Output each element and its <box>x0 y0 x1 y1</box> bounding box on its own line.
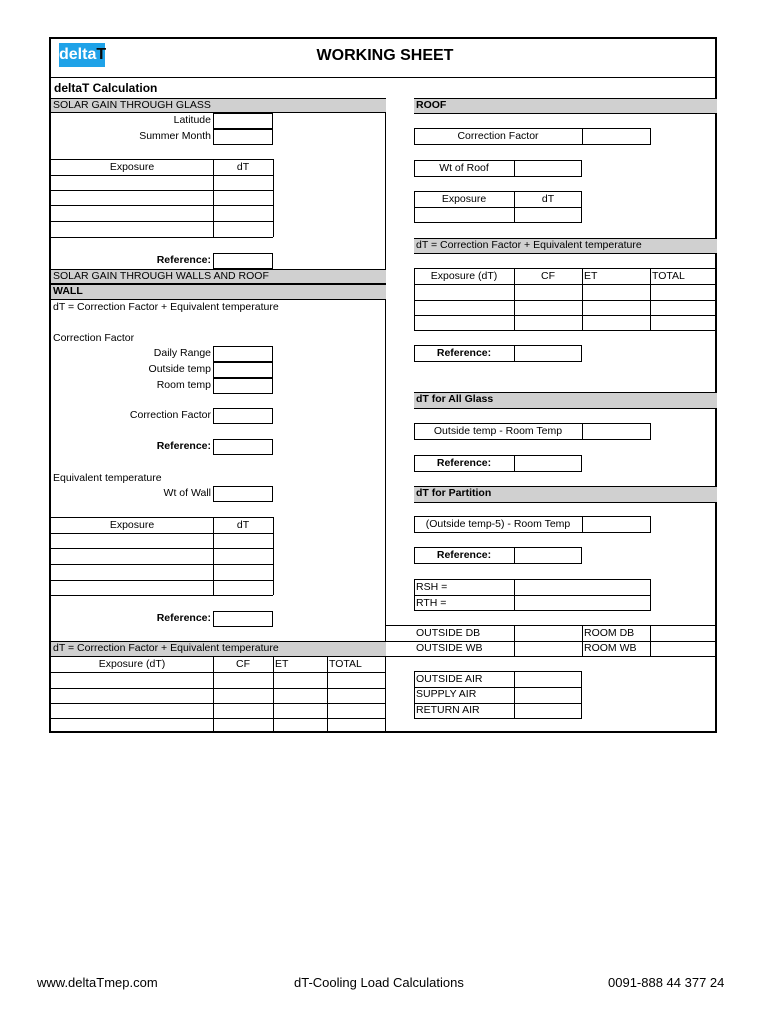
outside-temp-cell[interactable] <box>213 362 273 378</box>
rth-label: RTH = <box>416 597 447 609</box>
footer-title: dT-Cooling Load Calculations <box>294 975 464 990</box>
page-footer <box>0 975 768 991</box>
wall-formula: dT = Correction Factor + Equivalent temperature <box>53 301 279 313</box>
glass-reference-label: Reference: <box>156 254 211 266</box>
correction-factor-heading: Correction Factor <box>53 332 135 344</box>
daily-range-label: Daily Range <box>153 347 211 359</box>
partition-reference-label: Reference: <box>436 549 492 561</box>
roof-exposure-header: Exposure <box>441 193 487 205</box>
wall-total-header: TOTAL <box>329 658 362 670</box>
all-glass-header: dT for All Glass <box>414 392 717 409</box>
roof-correction-factor-label: Correction Factor <box>457 130 539 142</box>
wt-of-roof-label: Wt of Roof <box>439 162 489 174</box>
roof-et-header: ET <box>584 270 598 282</box>
roof-total-header: TOTAL <box>652 270 685 282</box>
partition-formula-label: (Outside temp-5) - Room Temp <box>425 518 571 530</box>
glass-exposure-header: Exposure <box>109 161 155 173</box>
daily-range-cell[interactable] <box>213 346 273 362</box>
wt-of-wall-label: Wt of Wall <box>163 487 211 499</box>
outside-db-label: OUTSIDE DB <box>416 627 481 639</box>
footer-phone: 0091-888 44 377 24 <box>608 975 725 990</box>
latitude-label: Latitude <box>173 114 211 126</box>
logo-letter: T <box>96 46 107 63</box>
partition-header: dT for Partition <box>414 486 717 503</box>
wall-cf-reference-cell[interactable] <box>213 439 273 455</box>
footer-website[interactable]: www.deltaTmep.com <box>37 975 158 990</box>
supply-air-label: SUPPLY AIR <box>416 688 477 700</box>
glass-reference-cell[interactable] <box>213 253 273 269</box>
all-glass-reference-label: Reference: <box>436 457 492 469</box>
room-db-label: ROOM DB <box>584 627 635 639</box>
roof-cf-header: CF <box>541 270 555 282</box>
roof-formula-header: dT = Correction Factor + Equivalent temperature <box>414 238 717 254</box>
working-sheet <box>49 37 717 733</box>
wall-exposure-dt-header: Exposure (dT) <box>98 658 166 670</box>
glass-outside-room-label: Outside temp - Room Temp <box>433 425 563 437</box>
equivalent-temp-heading: Equivalent temperature <box>53 472 162 484</box>
summer-month-label: Summer Month <box>139 130 211 142</box>
return-air-label: RETURN AIR <box>416 704 480 716</box>
solar-walls-roof-header: SOLAR GAIN THROUGH WALLS AND ROOF <box>51 269 386 284</box>
outside-wb-label: OUTSIDE WB <box>416 642 483 654</box>
correction-factor-cell[interactable] <box>213 408 273 424</box>
roof-header: ROOF <box>414 98 717 114</box>
rsh-label: RSH = <box>416 581 448 593</box>
wall-dt-header: dT <box>236 519 250 531</box>
latitude-cell[interactable] <box>213 113 273 129</box>
solar-glass-header: SOLAR GAIN THROUGH GLASS <box>51 98 386 113</box>
page-title: WORKING SHEET <box>316 47 454 64</box>
roof-dt-header: dT <box>541 193 555 205</box>
roof-reference-label: Reference: <box>436 347 492 359</box>
wall-cf-reference-label: Reference: <box>156 440 211 452</box>
roof-exposure-dt-header: Exposure (dT) <box>430 270 498 282</box>
wall-exposure-header: Exposure <box>109 519 155 531</box>
wall-et-reference-label: Reference: <box>156 612 211 624</box>
summer-month-cell[interactable] <box>213 129 273 145</box>
correction-factor-label: Correction Factor <box>129 409 211 421</box>
logo-text: delta <box>59 46 97 63</box>
wt-of-wall-cell[interactable] <box>213 486 273 502</box>
wall-formula-header: dT = Correction Factor + Equivalent temperature <box>51 641 386 657</box>
wall-header: WALL <box>51 284 386 300</box>
calculation-heading: deltaT Calculation <box>54 81 158 95</box>
room-temp-cell[interactable] <box>213 378 273 394</box>
room-wb-label: ROOM WB <box>584 642 637 654</box>
wall-et-header: ET <box>275 658 289 670</box>
wall-et-reference-cell[interactable] <box>213 611 273 627</box>
room-temp-label: Room temp <box>156 379 211 391</box>
outside-air-label: OUTSIDE AIR <box>416 673 483 685</box>
glass-dt-header: dT <box>236 161 250 173</box>
outside-temp-label: Outside temp <box>148 363 211 375</box>
wall-cf-header: CF <box>236 658 250 670</box>
